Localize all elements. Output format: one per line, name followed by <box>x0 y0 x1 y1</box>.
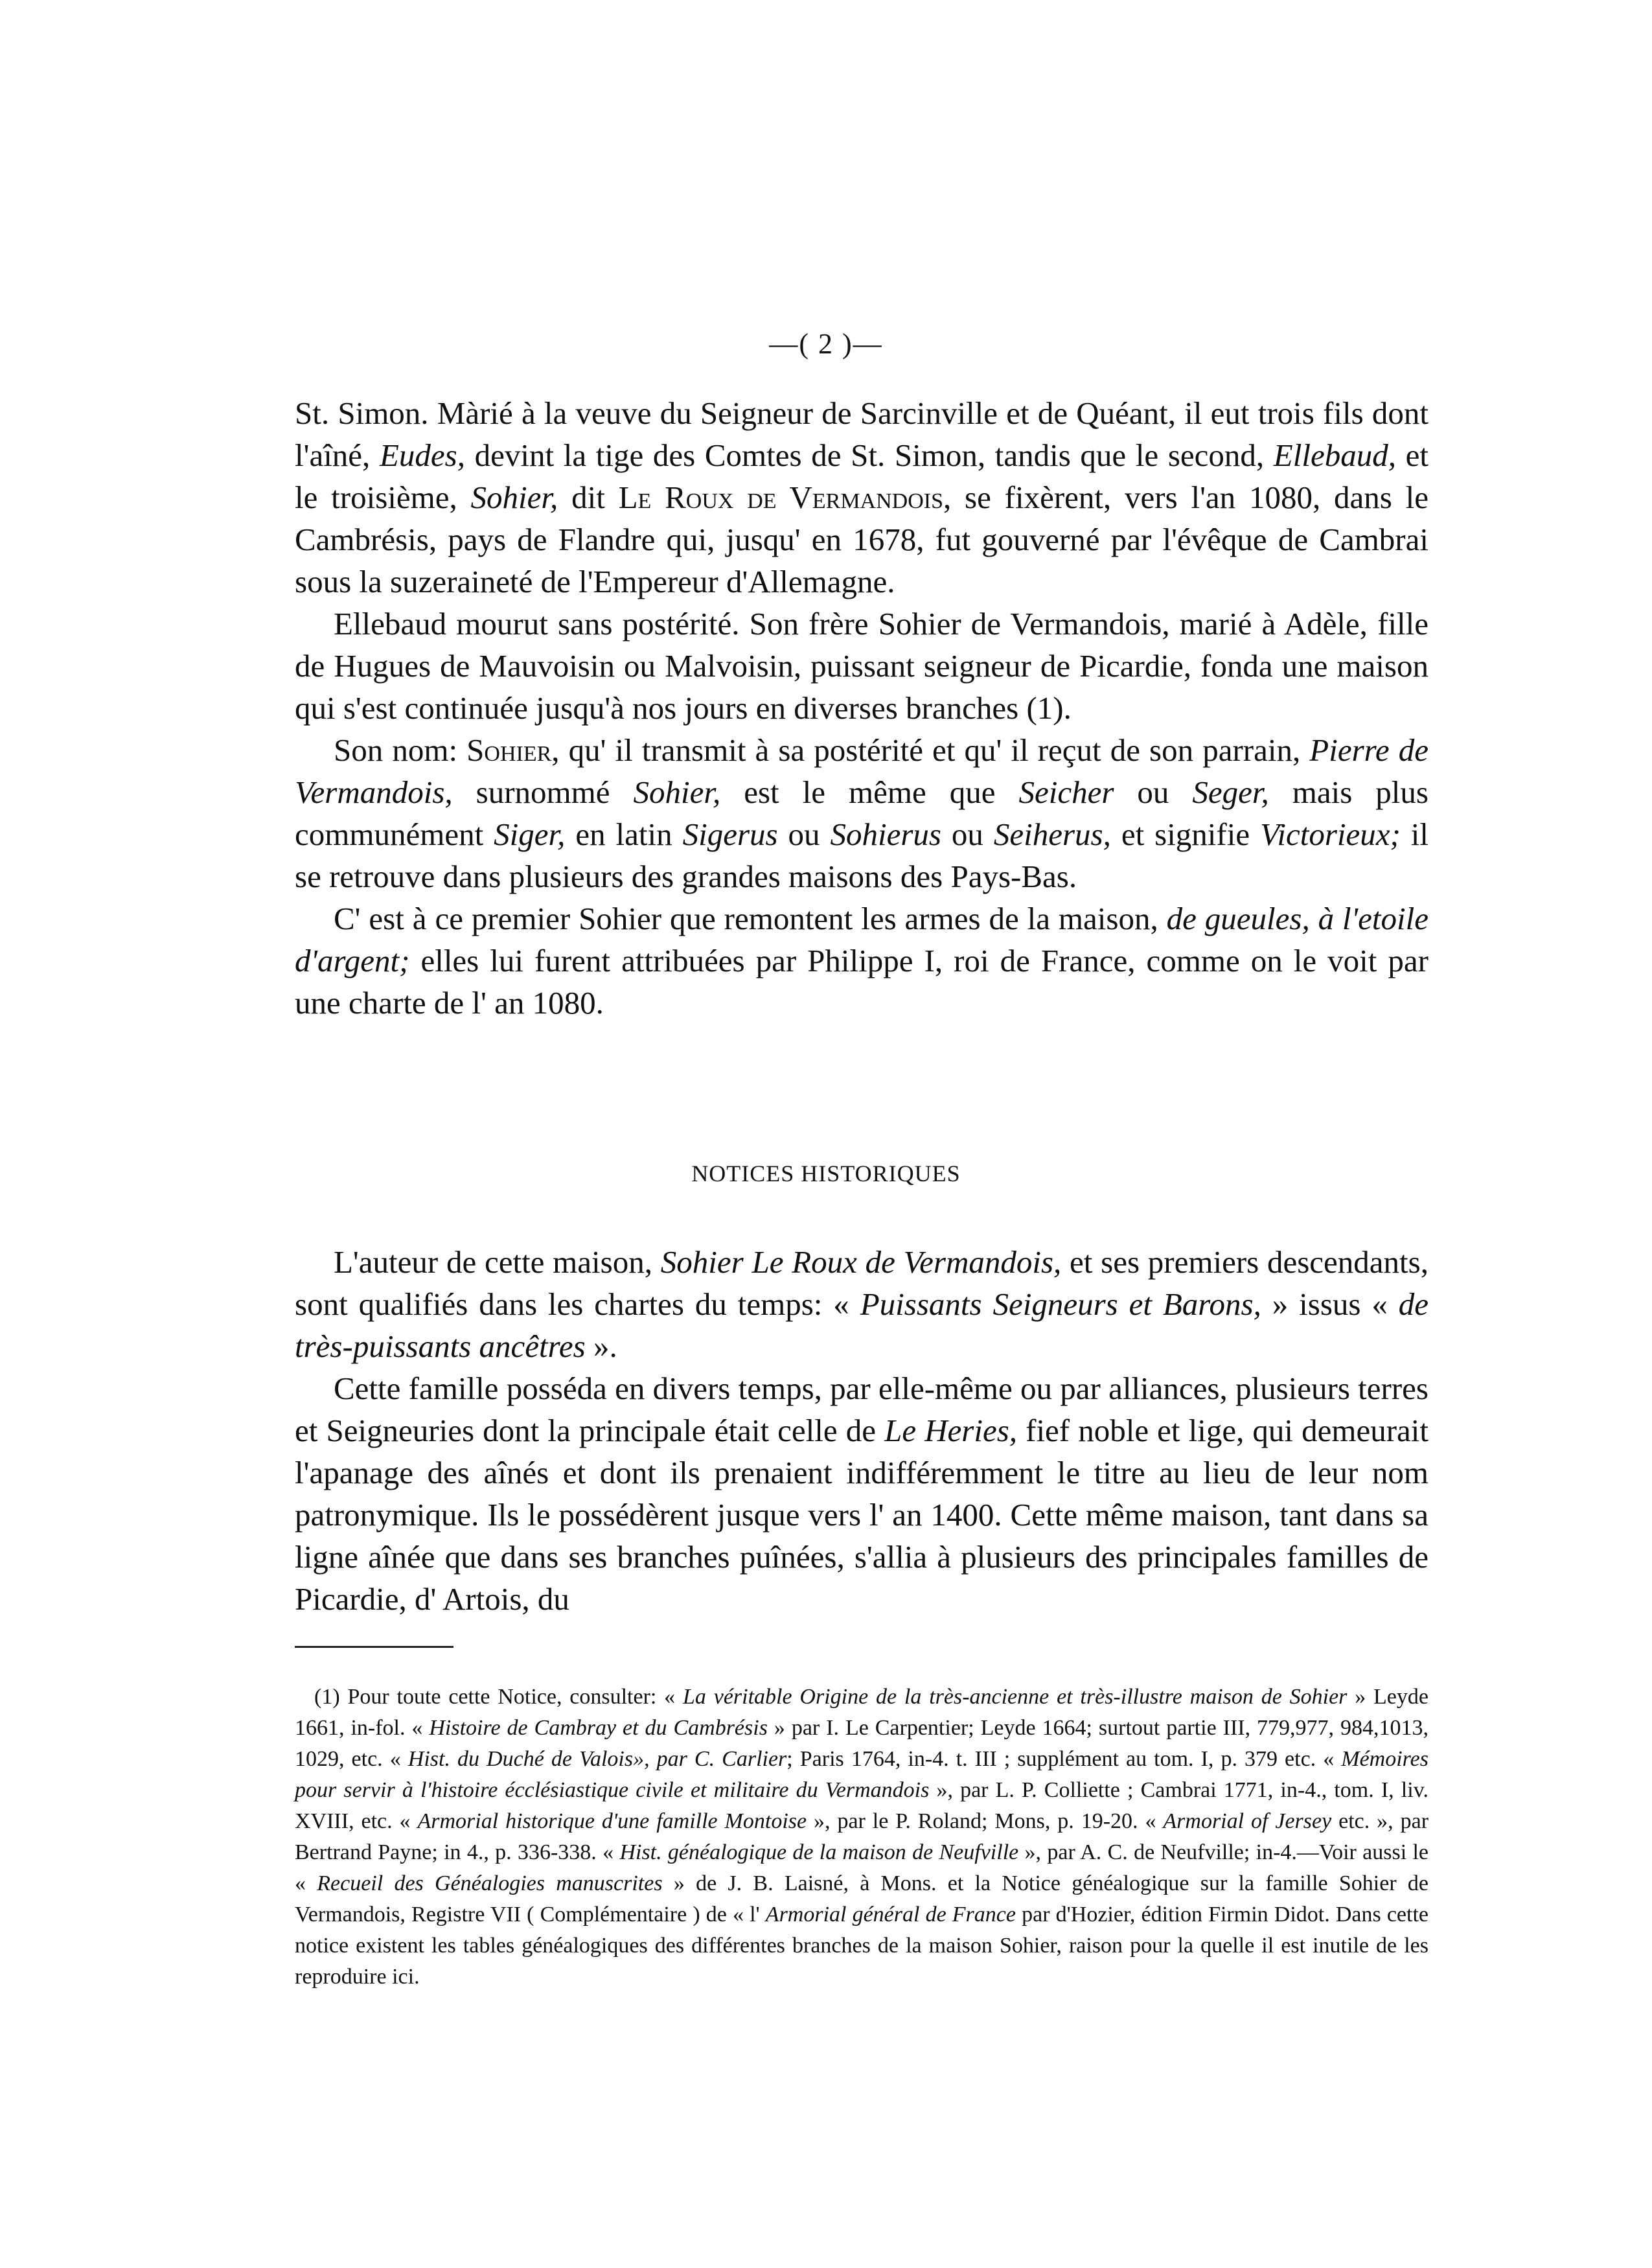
text-run: en latin <box>565 816 683 852</box>
text-run: Son nom: <box>334 732 467 768</box>
paragraph-6 <box>295 1367 1428 1620</box>
text-run: dit <box>558 480 619 515</box>
ref-title: Recueil des Généalogies manuscrites <box>317 1871 663 1895</box>
text-run: St. Simon. Màrié à la veuve du Seigneur de Sarcinville et de Quéant, il eut trois fils dont l'aîné, <box>295 395 1428 473</box>
text-run: ; Paris 1764, in-4. t. III ; supplément au tom. I, p. 379 etc. « <box>786 1747 1342 1771</box>
text-run: ». <box>585 1328 617 1364</box>
name-seicher: Seicher <box>1018 774 1114 810</box>
name-sohier: Sohier, <box>470 480 558 515</box>
text-run: C' est à ce premier Sohier que remontent les armes de la maison, <box>334 901 1167 936</box>
text-run: etc. », par Bertrand Payne; in 4., p. 336-338. « <box>295 1809 1429 1864</box>
text-run: mais plus communément <box>295 774 1428 852</box>
ref-title: Armorial of Jersey <box>1163 1809 1332 1833</box>
text-run: surnommé <box>452 774 634 810</box>
footnote-divider <box>295 1646 453 1648</box>
paragraph-5 <box>295 1241 1428 1367</box>
paragraph-2: Ellebaud mourut sans postérité. Son frère Sohier de Vermandois, marié à Adèle, fille de Hugues de Mauvoisin ou Malvoisin, puissant seigneur de Picardie, fonda une maison qui s'est continuée jusqu'à nos jours en diverses branches (1). <box>295 606 1428 726</box>
text-run: » issus « <box>1261 1286 1399 1322</box>
footnote-1 <box>295 1682 1428 1993</box>
text-run: », par L. P. Colliette ; Cambrai 1771, in-4., tom. I, liv. XVIII, etc. « <box>295 1778 1428 1833</box>
text-run: se fixèrent, vers l'an 1080, dans le Cambrésis, pays de Flandre qui, jusqu' en 1678, fut gouverné par l'évêque de Cambrai sous la suzeraineté de l'Empereur d'Allemagne. <box>295 480 1428 599</box>
name-sohier-it: Sohier, <box>633 774 721 810</box>
name-eudes: Eudes, <box>379 437 465 473</box>
text-run: » Leyde 1661, in-fol. « <box>295 1685 1428 1740</box>
name-le-heries: Le Heries, <box>884 1413 1018 1448</box>
main-text-bottom <box>295 1241 1428 1620</box>
name-sohier-sc: Sohier, <box>466 732 560 768</box>
paragraph-3 <box>295 729 1428 897</box>
text-run: » de J. B. Laisné, à Mons. et la Notice généalogique sur la famille Sohier de Vermandois, Registre VII ( Complémentaire ) de « l' <box>295 1871 1429 1927</box>
ref-title: Hist. généalogique de la maison de Neufville <box>619 1840 1019 1864</box>
text-run: et ses premiers descendants, sont qualifiés dans les chartes du temps: « <box>295 1244 1428 1322</box>
text-run: et signifie <box>1110 816 1261 852</box>
name-sohier-le-roux: Sohier Le Roux de Vermandois, <box>660 1244 1062 1280</box>
word-victorieux: Victorieux; <box>1260 816 1401 852</box>
ref-title: La véritable Origine de la très-ancienne et très-illustre maison de Sohier <box>683 1685 1348 1709</box>
name-seiherus: Seiherus, <box>993 816 1111 852</box>
paragraph-1 <box>295 392 1428 603</box>
name-seger: Seger, <box>1192 774 1269 810</box>
text-run: Cette famille posséda en divers temps, par elle-même ou par alliances, plusieurs terres et Seigneuries dont la principale était celle de <box>295 1371 1428 1448</box>
footnote <box>295 1682 1428 1993</box>
text-run: il se retrouve dans plusieurs des grandes maisons des Pays-Bas. <box>295 816 1429 894</box>
text-run: » par I. Le Carpentier; Leyde 1664; surtout partie III, 779,977, 984,1013, 1029, etc. « <box>295 1716 1428 1771</box>
name-pierre: Pierre de Vermandois, <box>295 732 1428 810</box>
main-text-top <box>295 392 1428 1024</box>
text-run: », par A. C. de Neufville; in-4.—Voir aussi le « <box>295 1840 1428 1895</box>
name-siger: Siger, <box>494 816 566 852</box>
ref-title: Armorial historique d'une famille Montoise <box>417 1809 807 1833</box>
ref-title: Histoire de Cambray et du Cambrésis <box>429 1716 768 1740</box>
quote-puissants: Puissants Seigneurs et Barons, <box>860 1286 1261 1322</box>
text-run: qu' il transmit à sa postérité et qu' il reçut de son parrain, <box>559 732 1310 768</box>
text-run: et le troisième, <box>295 437 1428 515</box>
text-run: ou <box>941 816 994 852</box>
text-run: ou <box>1114 774 1193 810</box>
name-sohierus: Sohierus <box>830 816 941 852</box>
text-run: L'auteur de cette maison, <box>334 1244 661 1280</box>
ref-title: Mémoires pour servir à l'histoire écclésiastique civile et militaire du Vermandois <box>295 1747 1428 1802</box>
text-run: devint la tige des Comtes de St. Simon, tandis que le second, <box>465 437 1274 473</box>
text-run: elles lui furent attribuées par Philippe I, roi de France, comme on le voit par une charte de l' an 1080. <box>295 943 1428 1021</box>
text-run: ou <box>777 816 831 852</box>
text-run: fief noble et lige, qui demeurait l'apanage des aînés et dont ils prenaient indifféremment le titre au lieu de leur nom patronymique. Ils le possédèrent jusque vers l' an 1400. Cette même maison, tant dans sa ligne aînée que dans ses branches puînées, s'allia à plusieurs des principales familles de Picardie, d' Artois, du <box>295 1413 1429 1617</box>
ref-title: Armorial général de France <box>765 1903 1016 1927</box>
page-number: —( 2 )— <box>769 328 883 360</box>
text-run: est le même que <box>720 774 1019 810</box>
paragraph-4 <box>295 897 1428 1024</box>
name-ellebaud: Ellebaud, <box>1273 437 1396 473</box>
arms-blazon: de gueules, à l'etoile d'argent; <box>295 901 1428 978</box>
ref-title: Hist. du Duché de Valois», par C. Carlier <box>407 1747 787 1771</box>
section-heading: NOTICES HISTORIQUES <box>691 1161 961 1186</box>
text-run: par d'Hozier, édition Firmin Didot. Dans cette notice existent les tables généalogiques des différentes branches de la maison Sohier, raison pour la quelle il est inutile de les reproduire ici. <box>295 1903 1428 1989</box>
name-le-roux: Le Roux de Vermandois, <box>618 480 952 515</box>
name-sigerus: Sigerus <box>682 816 778 852</box>
text-run: (1) Pour toute cette Notice, consulter: « <box>314 1685 683 1709</box>
text-run: », par le P. Roland; Mons, p. 19-20. « <box>807 1809 1164 1833</box>
quote-ancetres: de très-puissants ancêtres <box>295 1286 1428 1364</box>
